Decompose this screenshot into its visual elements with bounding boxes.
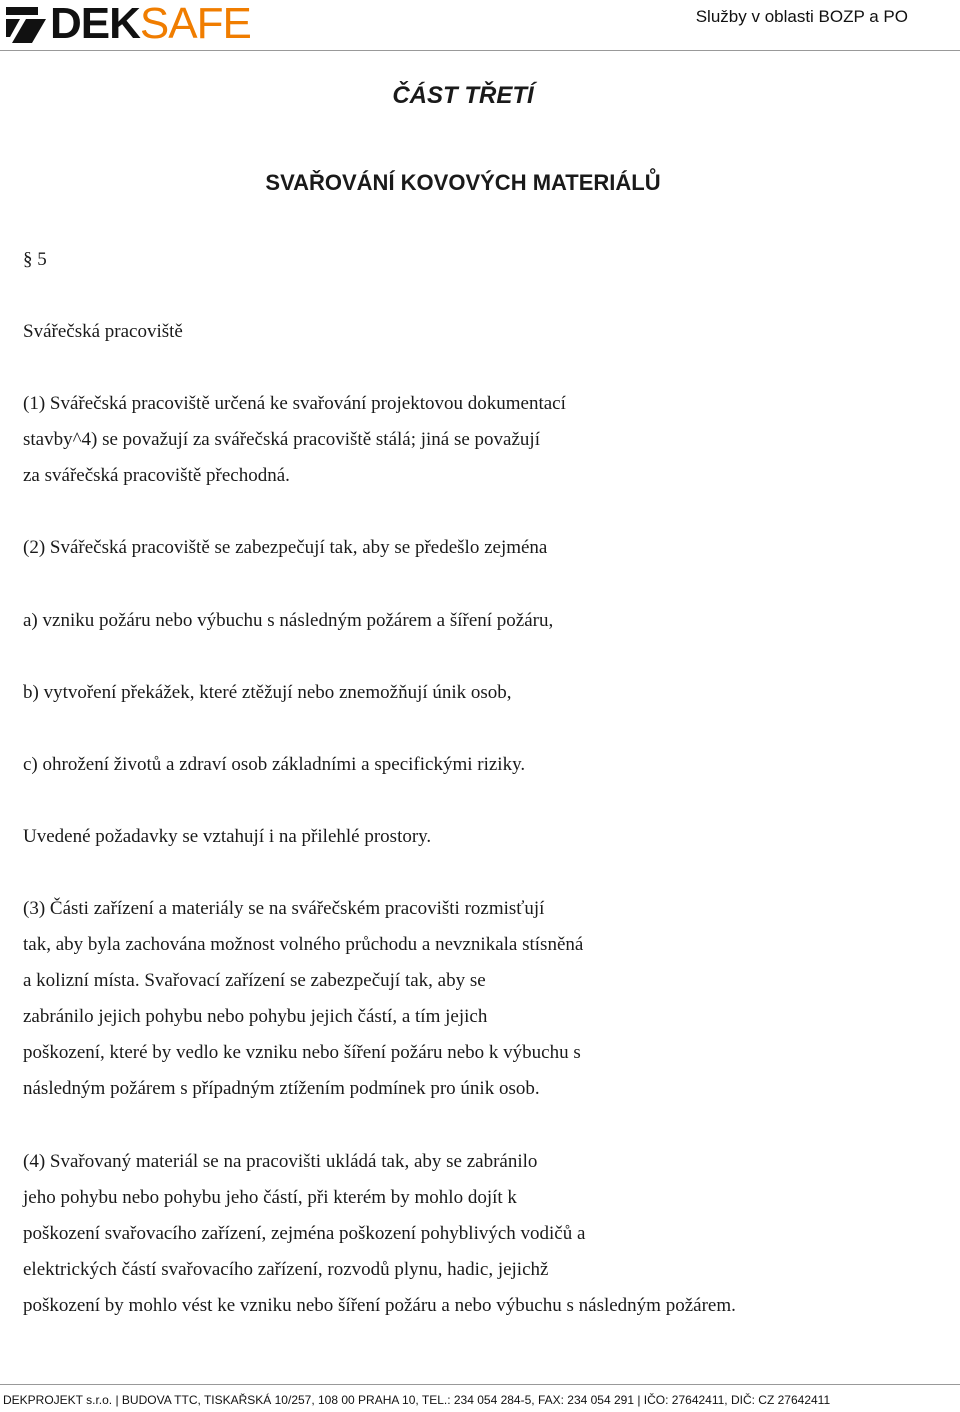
logo-wordmark	[50, 2, 251, 46]
paragraph-heading: Svářečská pracoviště	[23, 321, 183, 342]
text-line: (4) Svařovaný materiál se na pracovišti ukládá tak, aby se zabránilo	[23, 1151, 538, 1172]
text-line: poškození svařovacího zařízení, zejména poškození pohyblivých vodičů a	[23, 1223, 586, 1244]
dek-safe-logo	[6, 0, 251, 48]
logo-safe-text: SAFE	[139, 0, 251, 48]
paragraph-mark: § 5	[23, 249, 47, 270]
text-line: následným požárem s případným ztížením podmínek pro únik osob.	[23, 1078, 540, 1099]
list-item: c) ohrožení životů a zdraví osob základními a specifickými riziky.	[23, 754, 526, 775]
list-item: a) vzniku požáru nebo výbuchu s následným požárem a šíření požáru,	[23, 610, 554, 631]
text-line: jeho pohybu nebo pohybu jeho částí, při kterém by mohlo dojít k	[23, 1187, 517, 1208]
logo-dek-text: DEK	[50, 0, 140, 48]
text-line: elektrických částí svařovacího zařízení, rozvodů plynu, hadic, jejichž	[23, 1259, 549, 1280]
header-tagline: Služby v oblasti BOZP a PO	[695, 7, 908, 26]
list-item: b) vytvoření překážek, které ztěžují nebo znemožňují únik osob,	[23, 682, 512, 703]
section-title: SVAŘOVÁNÍ KOVOVÝCH MATERIÁLŮ	[265, 170, 661, 195]
text-line: poškození, které by vedlo ke vzniku nebo šíření požáru nebo k výbuchu s	[23, 1042, 581, 1063]
text-line: stavby^4) se považují za svářečská pracoviště stálá; jiná se považují	[23, 429, 540, 450]
text-line: za svářečská pracoviště přechodná.	[23, 465, 290, 486]
text-line: tak, aby byla zachována možnost volného průchodu a nevznikala stísněná	[23, 934, 584, 955]
text-line: poškození by mohlo vést ke vzniku nebo šíření požáru a nebo výbuchu s následným požárem.	[23, 1295, 736, 1316]
text-line: Uvedené požadavky se vztahují i na přilehlé prostory.	[23, 826, 432, 847]
part-title: ČÁST TŘETÍ	[392, 82, 534, 109]
page-footer: DEKPROJEKT s.r.o. | BUDOVA TTC, TISKAŘSKÁ 10/257, 108 00 PRAHA 10, TEL.: 234 054 284-5, FAX: 234 054 291 | IČO: 27642411, DIČ: CZ 27642411	[3, 1393, 831, 1407]
header-divider	[0, 50, 960, 51]
footer-divider	[0, 1384, 960, 1385]
text-line: (3) Části zařízení a materiály se na svářečském pracovišti rozmisťují	[23, 898, 545, 919]
text-line: a kolizní místa. Svařovací zařízení se zabezpečují tak, aby se	[23, 970, 486, 991]
text-line: (2) Svářečská pracoviště se zabezpečují tak, aby se předešlo zejména	[23, 537, 548, 558]
text-line: zabránilo jejich pohybu nebo pohybu jejich částí, a tím jejich	[23, 1006, 488, 1027]
text-line: (1) Svářečská pracoviště určená ke svařování projektovou dokumentací	[23, 393, 566, 414]
dek-slash-mark-icon	[6, 5, 46, 43]
page-header	[0, 0, 960, 52]
